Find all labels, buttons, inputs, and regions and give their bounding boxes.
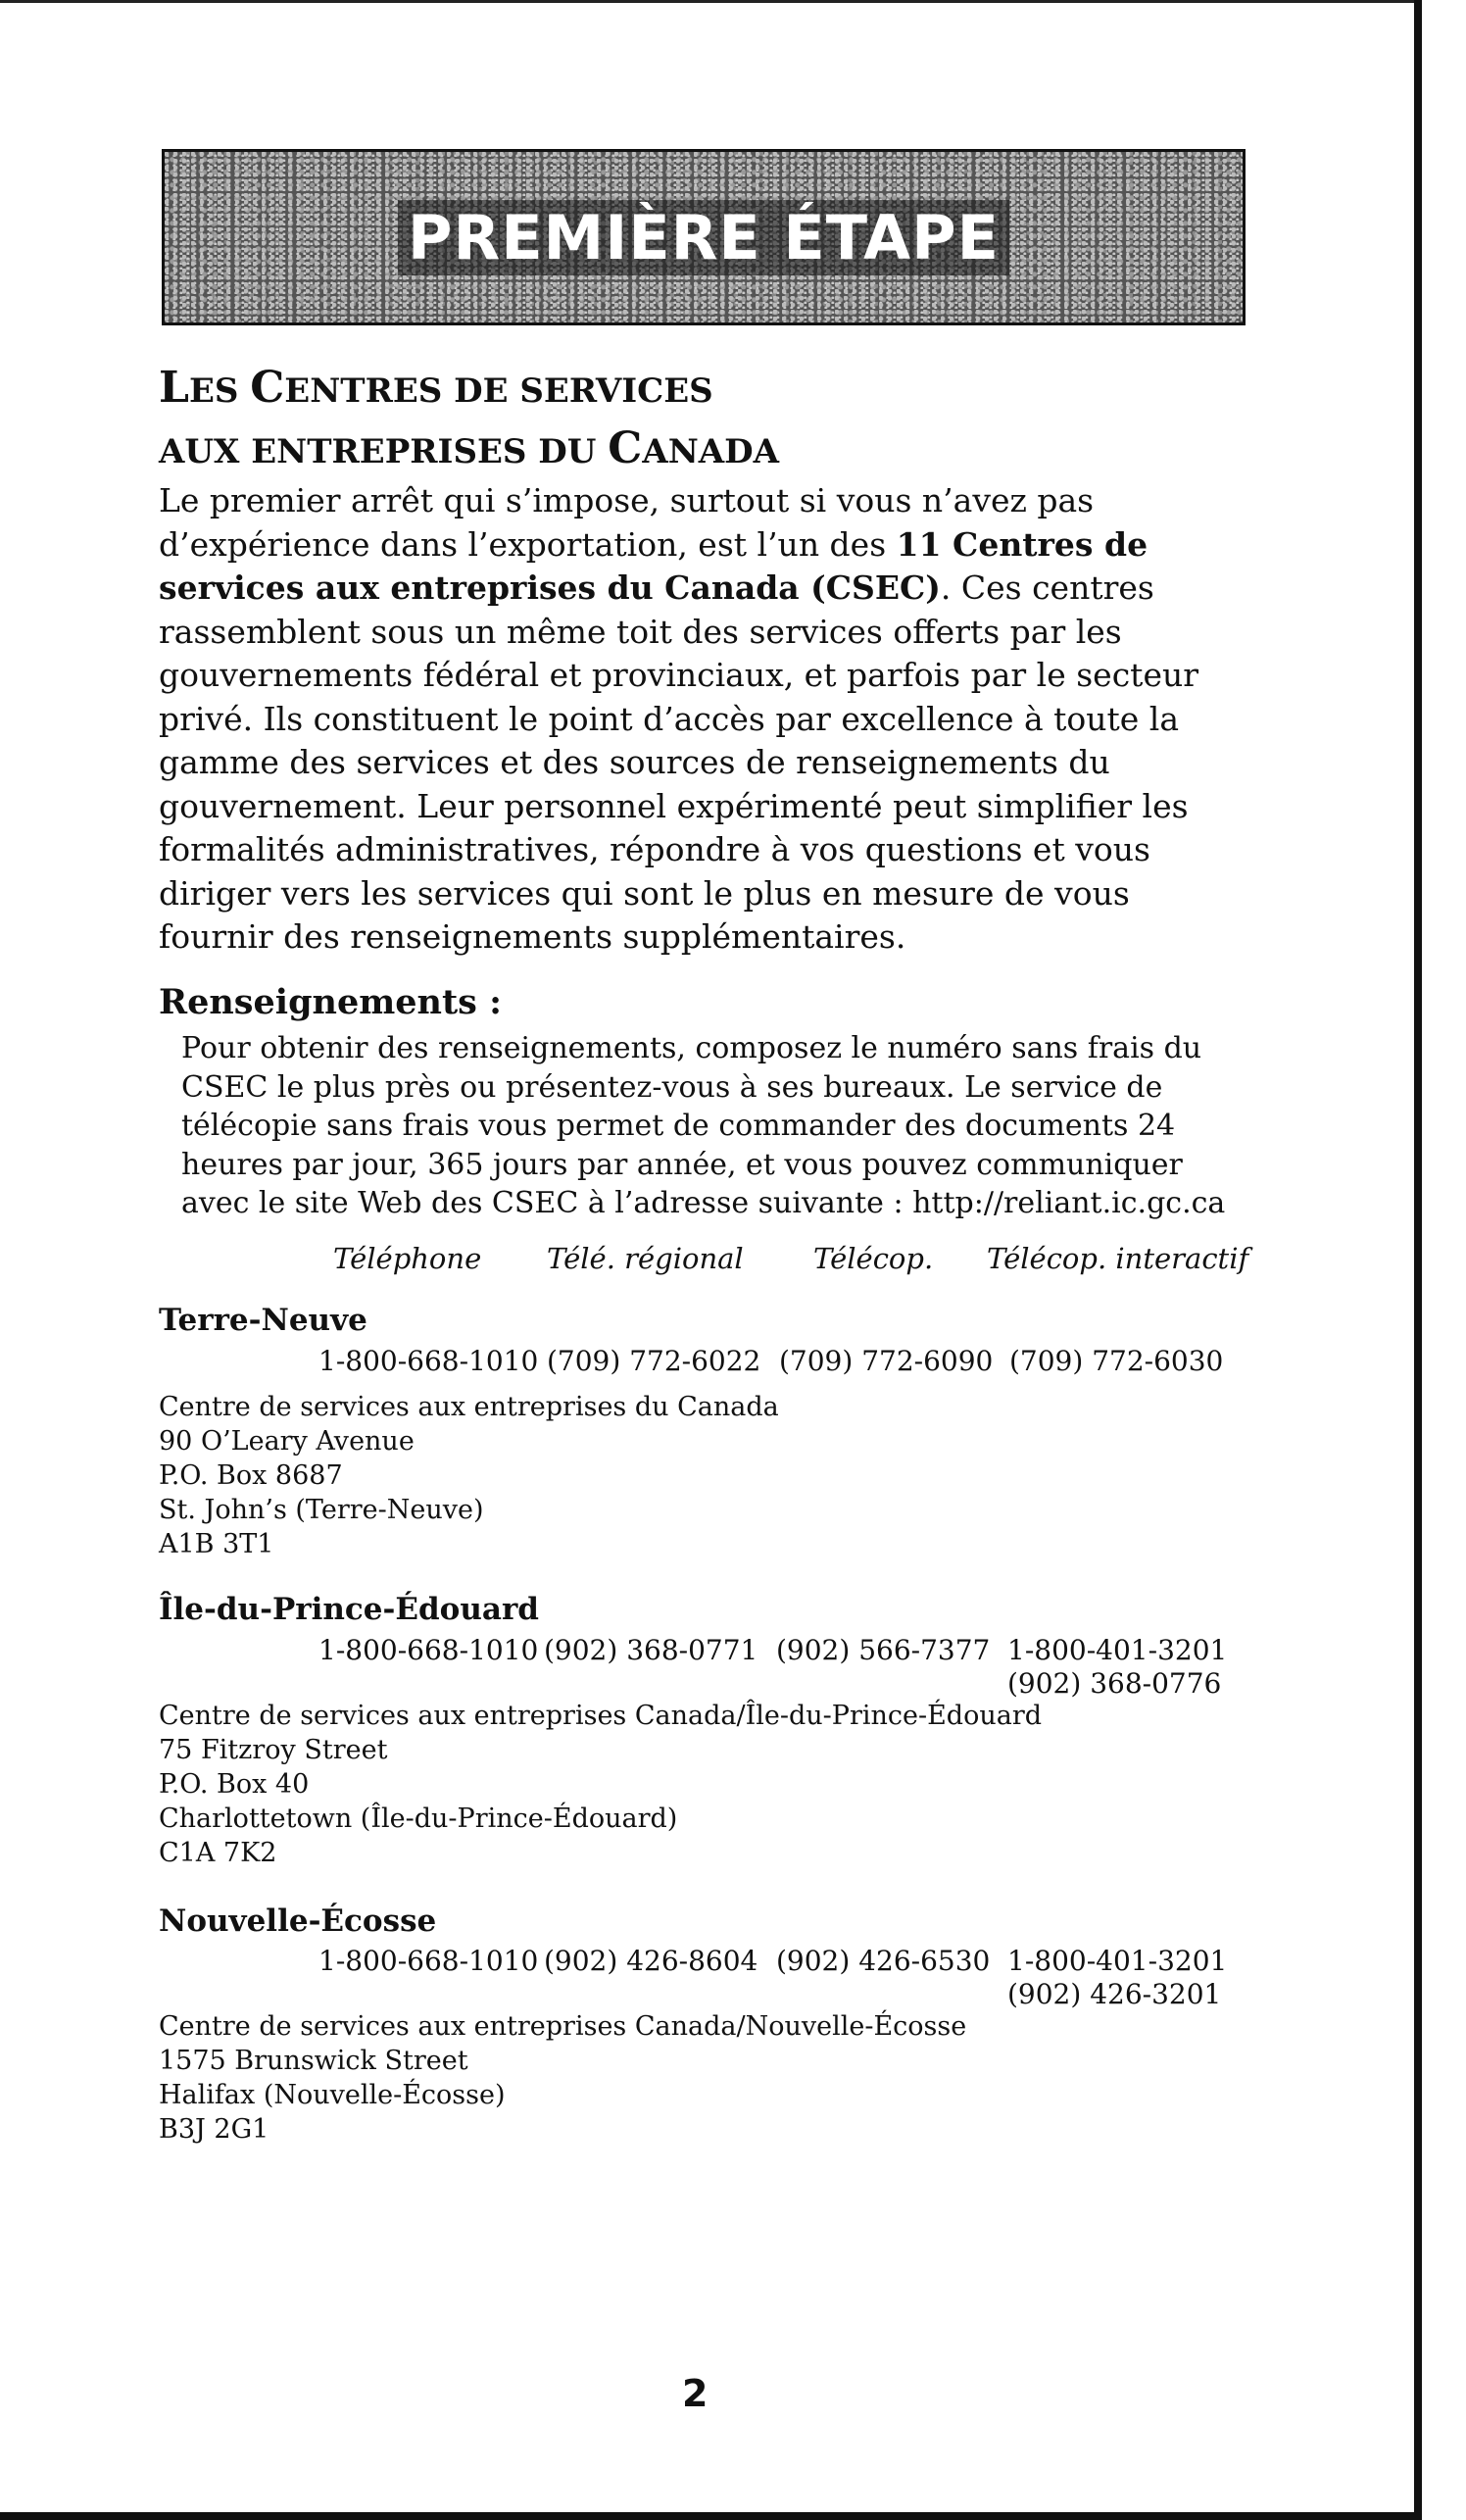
intro-bold: 11 Centres de services aux entreprises du Canada (CSEC) [159, 524, 1148, 607]
regional-number: (709) 772-6022 [547, 1345, 761, 1377]
page-number: 2 [682, 2372, 709, 2415]
address-line: St. John’s (Terre-Neuve) [159, 1495, 484, 1525]
province-name: Île-du-Prince-Édouard [159, 1592, 539, 1627]
interactive-fax-number: (902) 368-0776 [1007, 1667, 1222, 1700]
interactive-fax-number: 1-800-401-3201 [1007, 1634, 1228, 1666]
intro-paragraph [159, 479, 1227, 960]
banner-title: PREMIÈRE ÉTAPE [398, 200, 1009, 275]
heading-text: AUX ENTREPRISES DU [159, 432, 609, 471]
intro-text: . Ces centres rassemblent sous un même toit des services offerts par les gouvernements fédéral et provinciaux, et parfois par le secteur privé. Ils constituent le point d’accès par excellence à toute la gamme des services et des sources de renseignements du gouvernement. Leur personnel expérimenté peut simplifier les formalités administratives, répondre à vos questions et vous diriger vers les services qui sont le plus en mesure de vous fournir des renseignements supplémentaires. [159, 568, 1198, 956]
address-line: Centre de services aux entreprises Canada/Île-du-Prince-Édouard [159, 1701, 1043, 1731]
column-header: Téléphone [333, 1242, 482, 1275]
address-line: Halifax (Nouvelle-Écosse) [159, 2080, 506, 2110]
section-banner [162, 149, 1246, 325]
regional-number: (902) 368-0771 [544, 1634, 758, 1666]
heading-cap: C [250, 363, 285, 413]
interactive-fax-number: (902) 426-3201 [1007, 1978, 1222, 2010]
address-line: P.O. Box 8687 [159, 1460, 343, 1491]
address-block [159, 2009, 966, 2147]
page-top-edge [0, 0, 1422, 3]
phone-number: 1-800-668-1010 [318, 1945, 539, 1977]
fax-number: (902) 566-7377 [776, 1634, 991, 1666]
column-header: Télécop. [813, 1242, 934, 1275]
address-line: 75 Fitzroy Street [159, 1735, 388, 1765]
address-line: B3J 2G1 [159, 2114, 269, 2145]
column-header: Télé. régional [547, 1242, 744, 1275]
regional-number: (902) 426-8604 [544, 1945, 758, 1977]
interactive-fax-number: (709) 772-6030 [1009, 1345, 1224, 1377]
page-bottom-edge [0, 2512, 1422, 2520]
address-block [159, 1390, 779, 1561]
renseignements-title: Renseignements : [159, 982, 502, 1022]
address-line: Centre de services aux entreprises du Canada [159, 1392, 779, 1422]
province-name: Terre-Neuve [159, 1303, 367, 1338]
page-heading-line1 [159, 363, 713, 413]
address-line: A1B 3T1 [159, 1529, 274, 1559]
address-line: P.O. Box 40 [159, 1769, 310, 1800]
address-line: Centre de services aux entreprises Canada/Nouvelle-Écosse [159, 2011, 967, 2042]
heading-cap: L [159, 363, 189, 413]
page-heading-line2 [159, 423, 780, 473]
page-right-edge [1414, 0, 1422, 2520]
address-line: 1575 Brunswick Street [159, 2046, 468, 2076]
intro-text: Le premier arrêt qui s’impose, surtout si vous n’avez pas d’expérience dans l’exportation, est l’un des [159, 481, 1095, 564]
renseignements-text: Pour obtenir des renseignements, composez le numéro sans frais du CSEC le plus près ou présentez-vous à ses bureaux. Le service de télécopie sans frais vous permet de commander des documents 24 heures par jour, 365 jours par année, et vous pouvez communiquer avec le site Web des CSEC à l’adresse suivante : http://reliant.ic.gc.ca [181, 1031, 1226, 1220]
heading-text: ES [188, 371, 251, 411]
column-header: Télécop. interactif [987, 1242, 1249, 1275]
fax-number: (902) 426-6530 [776, 1945, 991, 1977]
interactive-fax-number: 1-800-401-3201 [1007, 1945, 1228, 1977]
address-block [159, 1699, 1042, 1870]
address-line: C1A 7K2 [159, 1838, 277, 1868]
heading-cap: C [608, 423, 643, 473]
heading-text: ANADA [642, 432, 780, 471]
address-line: 90 O’Leary Avenue [159, 1426, 415, 1457]
address-line: Charlottetown (Île-du-Prince-Édouard) [159, 1804, 678, 1834]
province-name: Nouvelle-Écosse [159, 1903, 437, 1939]
heading-text: ENTRES DE SERVICES [284, 371, 713, 411]
fax-number: (709) 772-6090 [779, 1345, 994, 1377]
phone-number: 1-800-668-1010 [318, 1634, 539, 1666]
phone-number: 1-800-668-1010 [318, 1345, 539, 1377]
